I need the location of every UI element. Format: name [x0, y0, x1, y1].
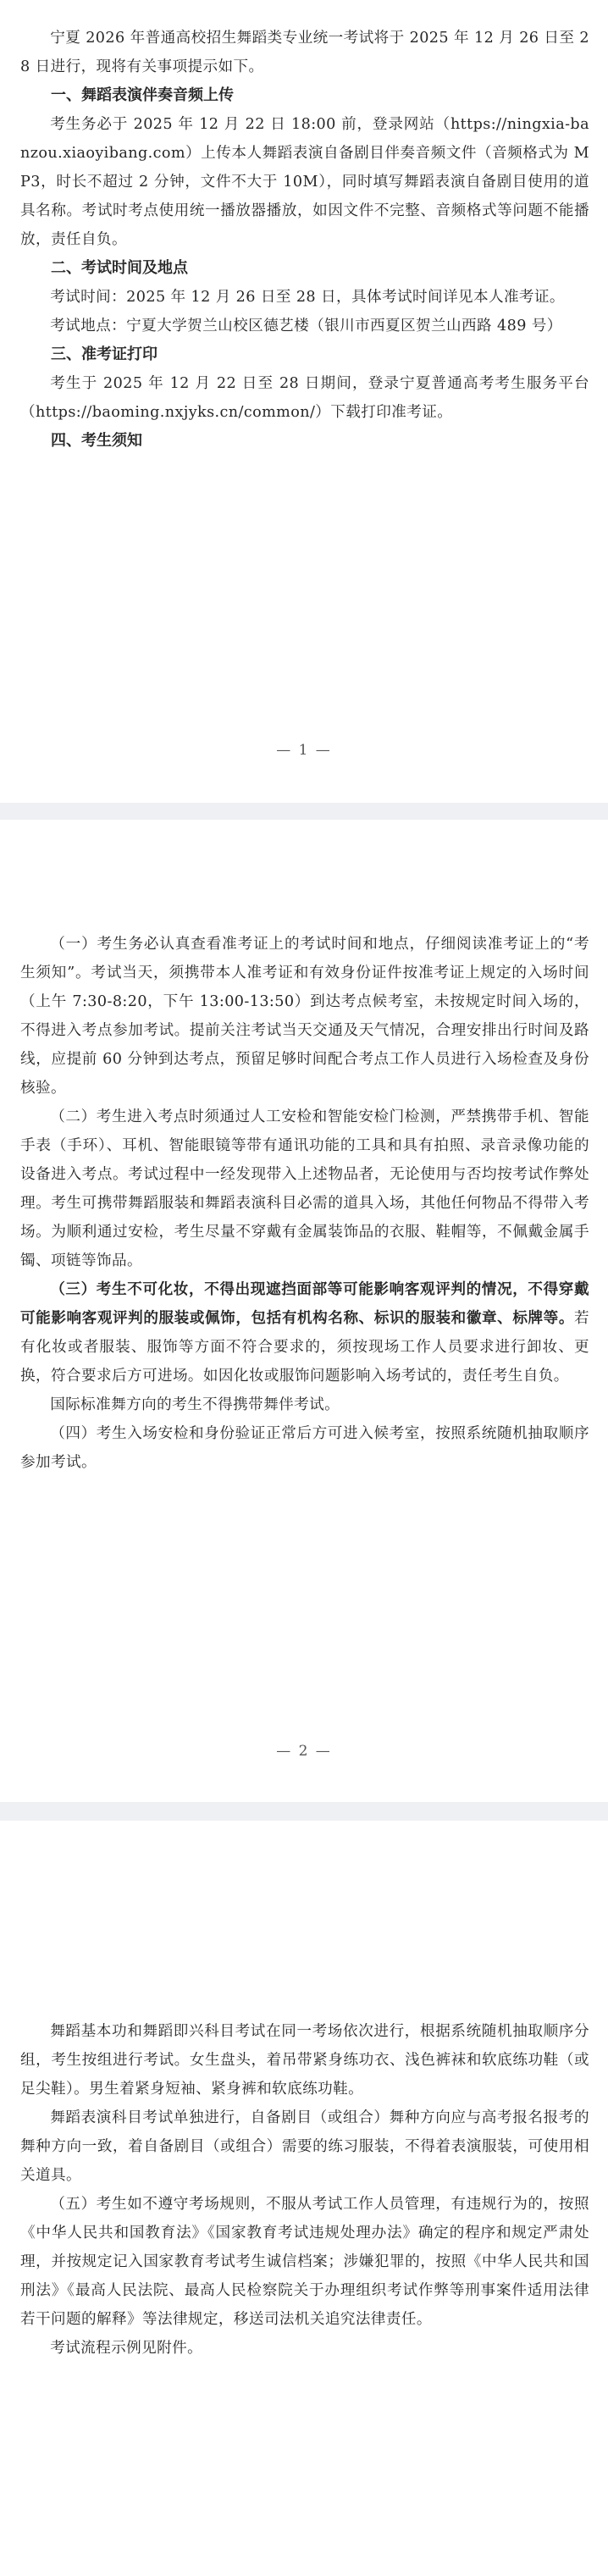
notice-item-3 — [20, 1275, 589, 1390]
intro-paragraph: 宁夏 2026 年普通高校招生舞蹈类专业统一考试将于 2025 年 12 月 26 日至 28 日进行，现将有关事项提示如下。 — [20, 30, 589, 75]
section-3-body: 考生于 2025 年 12 月 22 日至 28 日期间，登录宁夏普通高考考生服务平台（https://baoming.nxjyks.cn/common/）下载打印准考证。 — [20, 375, 589, 421]
performance-exam-paragraph: 舞蹈表演科目考试单独进行，自备剧目（或组合）舞种方向应与高考报名报考的舞种方向一致，着自备剧目（或组合）需要的练习服装，不得着表演服装，可使用相关道具。 — [20, 2109, 589, 2184]
page-number: — 2 — — [276, 1743, 332, 1760]
page-3 — [0, 1821, 608, 2576]
section-1-body: 考生务必于 2025 年 12 月 22 日 18:00 前，登录网站（https://ningxia-banzou.xiaoyibang.com）上传本人舞蹈表演自备剧目伴奏音频文件（音频格式为 MP3，时长不超过 2 分钟，文件不大于 10M），同时填写舞蹈表演自备剧目使用的道具名称。考试时考点使用统一播放器播放，如因文件不完整、音频格式等问题不能播放，责任自负。 — [20, 116, 589, 248]
page-3-content — [20, 1821, 589, 2363]
section-2-heading: 二、考试时间及地点 — [51, 259, 188, 277]
page-2-content — [20, 820, 589, 1477]
notice-item-1: （一）考生务必认真查看准考证上的考试时间和地点，仔细阅读准考证上的“考生须知”。考试当天，须携带本人准考证和有效身份证件按准考证上规定的入场时间（上午 7:30-8:20，下午 13:00-13:50）到达考点候考室，未按规定时间入场的，不得进入考点参加考试。提前关注考试当天交通及天气情况，合理安排出行时间及路线，应提前 60 分钟到达考点，预留足够时间配合考点工作人员进行入场检查及身份核验。 — [20, 936, 589, 1097]
notice-item-3-rest: 若有化妆或者服装、服饰等方面不符合要求的，须按现场工作人员要求进行卸妆、更换，符合要求后方可进场。如因化妆或服饰问题影响入场考试的，责任考生自负。 — [20, 1310, 589, 1385]
page-1 — [0, 0, 608, 803]
ballroom-note: 国际标准舞方向的考生不得携带舞伴考试。 — [50, 1396, 340, 1413]
exam-time-paragraph: 考试时间：2025 年 12 月 26 日至 28 日，具体考试时间详见本人准考证。 — [50, 289, 565, 306]
notice-item-2: （二）考生进入考点时须通过人工安检和智能安检门检测，严禁携带手机、智能手表（手环）、耳机、智能眼镜等带有通讯功能的工具和具有拍照、录音录像功能的设备进入考点。考试过程中一经发现带入上述物品者，无论使用与否均按考试作弊处理。考生可携带舞蹈服装和舞蹈表演科目必需的道具入场，其他任何物品不得带入考场。为顺利通过安检，考生尽量不穿戴有金属装饰品的衣服、鞋帽等，不佩戴金属手镯、项链等饰品。 — [20, 1108, 589, 1269]
page-number: — 1 — — [276, 742, 332, 759]
exam-place-paragraph: 考试地点：宁夏大学贺兰山校区德艺楼（银川市西夏区贺兰山西路 489 号） — [50, 318, 562, 334]
notice-item-3-bold: （三）考生不可化妆，不得出现遮挡面部等可能影响客观评判的情况，不得穿戴可能影响客观评判的服装或佩饰，包括有机构名称、标识的服装和徽章、标牌等。 — [20, 1280, 589, 1327]
section-4-heading: 四、考生须知 — [51, 432, 142, 450]
page-1-content — [20, 0, 589, 456]
page-2 — [0, 820, 608, 1802]
appendix-note: 考试流程示例见附件。 — [50, 2340, 203, 2357]
notice-item-4: （四）考生入场安检和身份验证正常后方可进入候考室，按照系统随机抽取顺序参加考试。 — [20, 1425, 589, 1471]
basics-exam-paragraph: 舞蹈基本功和舞蹈即兴科目考试在同一考场依次进行，根据系统随机抽取顺序分组，考生按组进行考试。女生盘头，着吊带紧身练功衣、浅色裤袜和软底练功鞋（或足尖鞋）。男生着紧身短袖、紧身裤和软底练功鞋。 — [20, 2023, 589, 2098]
section-3-heading: 三、准考证打印 — [51, 345, 158, 363]
section-1-heading: 一、舞蹈表演伴奏音频上传 — [51, 86, 234, 104]
notice-item-5: （五）考生如不遵守考场规则，不服从考试工作人员管理，有违规行为的，按照《中华人民共和国教育法》《国家教育考试违规处理办法》确定的程序和规定严肃处理，并按规定记入国家教育考试考生诚信档案；涉嫌犯罪的，按照《中华人民共和国刑法》《最高人民法院、最高人民检察院关于办理组织考试作弊等刑事案件适用法律若干问题的解释》等法律规定，移送司法机关追究法律责任。 — [20, 2196, 589, 2328]
